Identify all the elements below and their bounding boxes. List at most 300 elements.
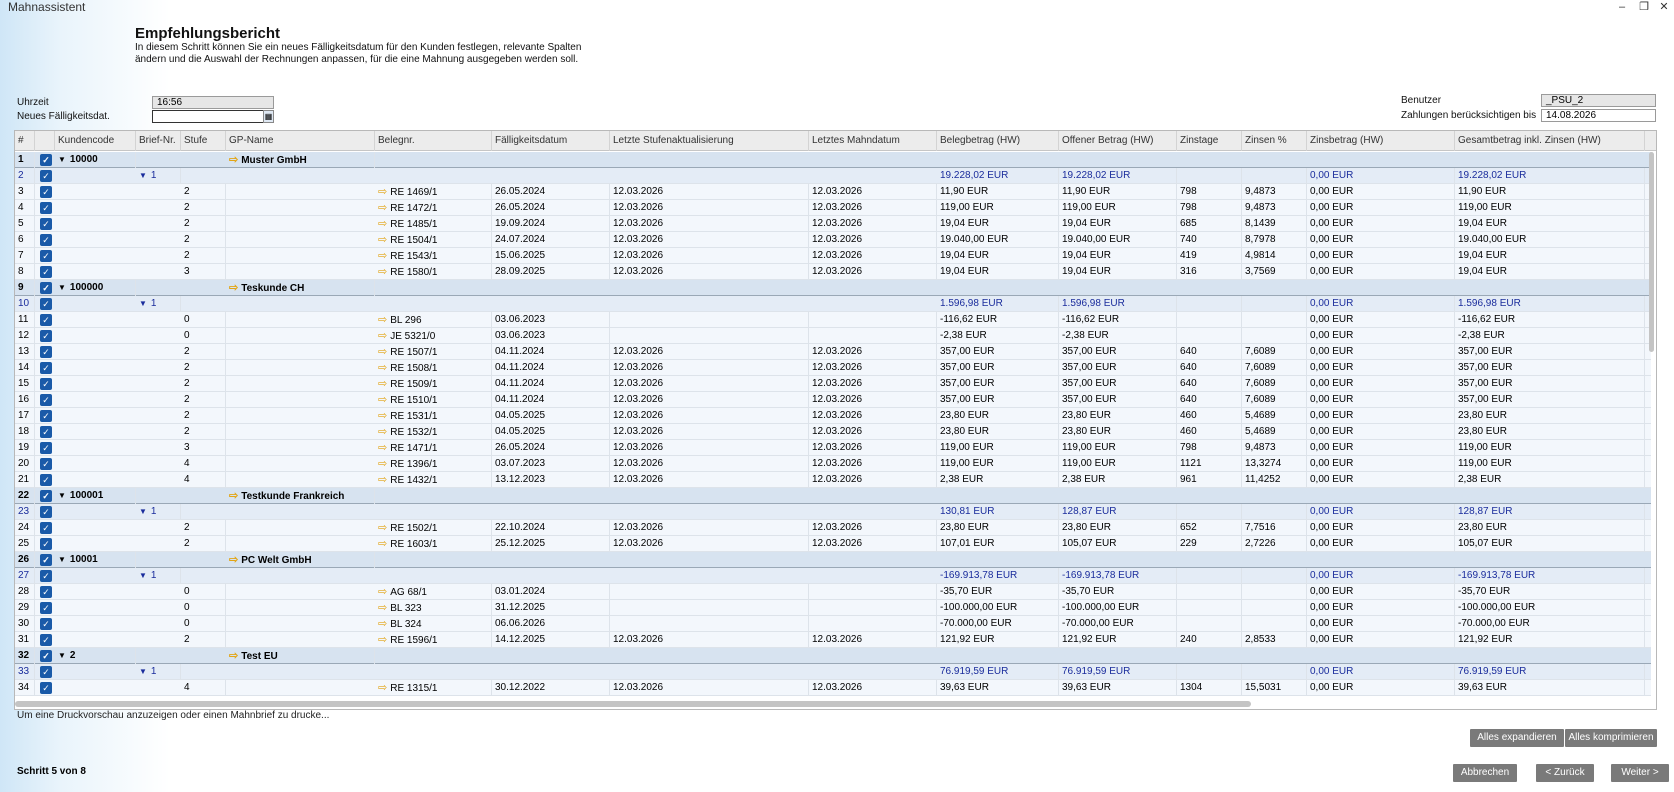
checkbox-checked-icon[interactable]: ✓ — [40, 602, 52, 614]
cell-last-dunning-date — [809, 616, 937, 632]
cell-last-level-update — [610, 472, 809, 488]
checkbox-checked-icon[interactable]: ✓ — [40, 634, 52, 646]
customer-group-row[interactable] — [15, 552, 1651, 568]
cell-value-interest-amount: 0,00 EUR — [1310, 522, 1354, 533]
arrow-right-icon[interactable]: ⇨ — [378, 218, 388, 230]
cell-customer-code[interactable] — [55, 152, 136, 168]
cell-value-due-date: 24.07.2024 — [495, 234, 546, 245]
customer-group-row[interactable] — [15, 488, 1651, 504]
description-line-1: In diesem Schritt können Sie ein neues Fälligkeitsdatum für den Kunden festlegen, relevante Spalten — [135, 42, 582, 53]
column-header-open-amount[interactable]: Offener Betrag (HW) — [1059, 131, 1177, 151]
cell-interest-days — [1177, 168, 1242, 184]
cancel-button[interactable]: Abbrechen — [1453, 764, 1517, 782]
cell-value-doc-amount: 76.919,59 EUR — [940, 666, 1009, 677]
arrow-right-icon[interactable]: ⇨ — [378, 234, 388, 246]
checkbox-checked-icon[interactable]: ✓ — [40, 650, 52, 662]
document-row[interactable] — [15, 456, 1651, 472]
triangle-down-icon[interactable]: ▼ — [58, 155, 66, 164]
cell-doc-no[interactable] — [375, 520, 492, 536]
document-row[interactable] — [15, 376, 1651, 392]
column-header-customer-code[interactable]: Kundencode — [55, 131, 136, 151]
document-row[interactable] — [15, 312, 1651, 328]
cell-value-doc-amount: 357,00 EUR — [940, 378, 995, 389]
cell-total-amount — [1455, 184, 1645, 200]
cell-value-doc-no: RE 1507/1 — [390, 347, 438, 358]
document-row[interactable] — [15, 536, 1651, 552]
cell-doc-no[interactable] — [375, 600, 492, 616]
cell-interest-days — [1177, 248, 1242, 264]
cell-last-level-update — [610, 392, 809, 408]
arrow-right-icon[interactable]: ⇨ — [378, 410, 388, 422]
arrow-right-icon[interactable]: ⇨ — [378, 346, 388, 358]
column-header-select[interactable] — [35, 131, 55, 151]
cell-value-open-amount: -169.913,78 EUR — [1062, 570, 1140, 581]
cell-last-dunning-date — [809, 200, 937, 216]
document-row[interactable] — [15, 392, 1651, 408]
cell-bp-name — [226, 280, 375, 296]
cell-due-date — [492, 328, 610, 344]
cell-value-due-date: 04.11.2024 — [495, 362, 545, 373]
cell-value-doc-no: RE 1432/1 — [390, 475, 438, 486]
arrow-right-icon[interactable]: ⇨ — [378, 330, 388, 342]
cell-due-date — [492, 680, 610, 696]
cell-value-open-amount: 357,00 EUR — [1062, 394, 1117, 405]
arrow-right-icon[interactable]: ⇨ — [378, 426, 388, 438]
checkbox-checked-icon[interactable]: ✓ — [40, 362, 52, 374]
cell-doc-no[interactable] — [375, 408, 492, 424]
cell-value-row-number: 3 — [18, 186, 24, 197]
checkbox-checked-icon[interactable]: ✓ — [40, 458, 52, 470]
cell-letter-no[interactable] — [136, 504, 181, 520]
cell-doc-no[interactable] — [375, 264, 492, 280]
checkbox-checked-icon[interactable]: ✓ — [40, 266, 52, 278]
checkbox-checked-icon[interactable]: ✓ — [40, 490, 52, 502]
cell-due-date — [492, 600, 610, 616]
cell-value-bp-name: Muster GmbH — [241, 155, 307, 166]
cell-doc-no[interactable] — [375, 232, 492, 248]
cell-doc-no[interactable] — [375, 360, 492, 376]
cell-interest-days — [1177, 312, 1242, 328]
cell-open-amount — [1059, 536, 1177, 552]
arrow-right-icon[interactable]: ⇨ — [229, 154, 239, 166]
checkbox-checked-icon[interactable]: ✓ — [40, 410, 52, 422]
cell-row-number — [15, 616, 35, 632]
checkbox-checked-icon[interactable]: ✓ — [40, 234, 52, 246]
cell-total-amount — [1455, 376, 1645, 392]
close-icon[interactable]: ✕ — [1659, 1, 1669, 13]
cell-due-date — [492, 440, 610, 456]
document-row[interactable] — [15, 616, 1651, 632]
cell-value-interest-percent: 2,8533 — [1245, 634, 1276, 645]
arrow-right-icon[interactable]: ⇨ — [229, 650, 239, 662]
cell-total-amount — [1455, 456, 1645, 472]
cell-doc-no[interactable] — [375, 456, 492, 472]
document-row[interactable] — [15, 600, 1651, 616]
cell-level — [181, 216, 226, 232]
cell-level — [181, 344, 226, 360]
cell-doc-no[interactable] — [375, 216, 492, 232]
cell-level — [181, 376, 226, 392]
expand-all-button[interactable]: Alles expandieren — [1470, 729, 1564, 747]
arrow-right-icon[interactable]: ⇨ — [378, 250, 388, 262]
arrow-right-icon[interactable]: ⇨ — [378, 538, 388, 550]
arrow-right-icon[interactable]: ⇨ — [378, 634, 388, 646]
cell-doc-no[interactable] — [375, 616, 492, 632]
cell-row-number — [15, 648, 35, 664]
cell-value-bp-name: Teskunde CH — [241, 283, 305, 294]
cell-total-amount — [1455, 168, 1645, 184]
arrow-right-icon[interactable]: ⇨ — [378, 602, 388, 614]
cell-doc-no[interactable] — [375, 440, 492, 456]
cell-value-due-date: 22.10.2024 — [495, 522, 546, 533]
column-header-interest-amount[interactable]: Zinsbetrag (HW) — [1307, 131, 1455, 151]
cell-value-row-number: 8 — [18, 266, 24, 277]
cell-doc-no[interactable] — [375, 536, 492, 552]
cell-open-amount — [1059, 264, 1177, 280]
cell-customer-code[interactable] — [55, 648, 136, 664]
customer-group-row[interactable] — [15, 152, 1651, 168]
cell-doc-no[interactable] — [375, 200, 492, 216]
cell-value-last-level-update: 12.03.2026 — [613, 378, 664, 389]
cell-value-open-amount: -2,38 EUR — [1062, 330, 1109, 341]
next-button[interactable]: Weiter > — [1611, 764, 1669, 782]
cell-value-doc-amount: 19,04 EUR — [940, 250, 989, 261]
due-date-input[interactable] — [152, 110, 264, 123]
cell-total-amount — [1455, 344, 1645, 360]
checkbox-checked-icon[interactable]: ✓ — [40, 586, 52, 598]
cell-value-customer-code: 100001 — [69, 490, 104, 501]
document-row[interactable] — [15, 680, 1651, 696]
cell-value-open-amount: 105,07 EUR — [1062, 538, 1117, 549]
triangle-down-icon[interactable]: ▼ — [58, 651, 66, 660]
cell-interest-percent — [1242, 520, 1307, 536]
cell-open-amount — [1059, 328, 1177, 344]
cell-open-amount — [1059, 584, 1177, 600]
calendar-icon[interactable]: ▦ — [264, 112, 273, 121]
cell-doc-no[interactable] — [375, 472, 492, 488]
cell-interest-days — [1177, 360, 1242, 376]
cell-value-doc-no: RE 1471/1 — [390, 443, 438, 454]
arrow-right-icon[interactable]: ⇨ — [378, 394, 388, 406]
cell-value-due-date: 03.06.2023 — [495, 314, 546, 325]
arrow-right-icon[interactable]: ⇨ — [378, 266, 388, 278]
cell-value-interest-amount: 0,00 EUR — [1310, 602, 1354, 613]
checkbox-checked-icon[interactable]: ✓ — [40, 394, 52, 406]
cell-last-dunning-date — [809, 328, 937, 344]
cell-interest-amount — [1307, 472, 1455, 488]
document-row[interactable] — [15, 584, 1651, 600]
cell-customer-code[interactable] — [55, 280, 136, 296]
checkbox-checked-icon[interactable]: ✓ — [40, 330, 52, 342]
cell-value-customer-code: 10001 — [69, 554, 98, 565]
cell-open-amount — [1059, 296, 1177, 312]
checkbox-checked-icon[interactable]: ✓ — [40, 314, 52, 326]
cell-last-level-update — [610, 600, 809, 616]
minimize-icon[interactable]: – — [1618, 1, 1626, 13]
document-row[interactable] — [15, 216, 1651, 232]
cell-doc-no[interactable] — [375, 632, 492, 648]
cell-value-row-number: 25 — [18, 538, 30, 549]
document-row[interactable] — [15, 424, 1651, 440]
cell-value-total-amount: 76.919,59 EUR — [1458, 666, 1527, 677]
payments-until-input[interactable]: 14.08.2026 — [1541, 109, 1656, 122]
cell-value-doc-no: BL 323 — [390, 603, 422, 614]
arrow-right-icon[interactable]: ⇨ — [229, 554, 239, 566]
document-row[interactable] — [15, 408, 1651, 424]
column-header-level[interactable]: Stufe — [181, 131, 226, 151]
column-header-total-amount[interactable]: Gesamtbetrag inkl. Zinsen (HW) — [1455, 131, 1645, 151]
triangle-down-icon[interactable]: ▼ — [139, 507, 147, 516]
arrow-right-icon[interactable]: ⇨ — [378, 682, 388, 694]
arrow-right-icon[interactable]: ⇨ — [378, 522, 388, 534]
cell-letter-no[interactable] — [136, 168, 181, 184]
triangle-down-icon[interactable]: ▼ — [139, 667, 147, 676]
checkbox-checked-icon[interactable]: ✓ — [40, 250, 52, 262]
arrow-right-icon[interactable]: ⇨ — [378, 378, 388, 390]
triangle-down-icon[interactable]: ▼ — [139, 171, 147, 180]
cell-level — [181, 632, 226, 648]
cell-doc-no[interactable] — [375, 584, 492, 600]
cell-last-level-update — [610, 584, 809, 600]
triangle-down-icon[interactable]: ▼ — [139, 299, 147, 308]
checkbox-checked-icon[interactable]: ✓ — [40, 298, 52, 310]
cell-value-interest-amount: 0,00 EUR — [1310, 394, 1354, 405]
arrow-right-icon[interactable]: ⇨ — [378, 202, 388, 214]
cell-value-doc-amount: 130,81 EUR — [940, 506, 995, 517]
triangle-down-icon[interactable]: ▼ — [139, 571, 147, 580]
cell-value-letter-no: 1 — [150, 298, 157, 309]
cell-value-last-level-update: 12.03.2026 — [613, 410, 664, 421]
document-row[interactable] — [15, 472, 1651, 488]
column-header-row-number[interactable]: # — [15, 131, 35, 151]
cell-doc-no[interactable] — [375, 312, 492, 328]
cell-row-number — [15, 232, 35, 248]
arrow-right-icon[interactable]: ⇨ — [378, 474, 388, 486]
cell-letter-no[interactable] — [136, 296, 181, 312]
collapse-all-button[interactable]: Alles komprimieren — [1565, 729, 1657, 747]
time-label: Uhrzeit — [17, 97, 49, 108]
cell-value-total-amount: 19,04 EUR — [1458, 218, 1507, 229]
cell-interest-percent — [1242, 584, 1307, 600]
cell-interest-percent — [1242, 296, 1307, 312]
document-row[interactable] — [15, 232, 1651, 248]
cell-total-amount — [1455, 520, 1645, 536]
checkbox-checked-icon[interactable]: ✓ — [40, 538, 52, 550]
document-row[interactable] — [15, 200, 1651, 216]
cell-value-interest-amount: 0,00 EUR — [1310, 234, 1354, 245]
checkbox-checked-icon[interactable]: ✓ — [40, 346, 52, 358]
cell-value-interest-percent: 9,4873 — [1245, 186, 1276, 197]
cell-value-doc-amount: 23,80 EUR — [940, 410, 989, 421]
cell-open-amount — [1059, 216, 1177, 232]
cell-value-row-number: 15 — [18, 378, 30, 389]
document-row[interactable] — [15, 344, 1651, 360]
restore-icon[interactable]: ❐ — [1639, 1, 1649, 13]
cell-row-number — [15, 456, 35, 472]
arrow-right-icon[interactable]: ⇨ — [378, 186, 388, 198]
arrow-right-icon[interactable]: ⇨ — [229, 282, 239, 294]
cell-value-total-amount: -70.000,00 EUR — [1458, 618, 1530, 629]
letter-summary-row[interactable] — [15, 664, 1651, 680]
cell-value-doc-amount: 357,00 EUR — [940, 394, 995, 405]
cell-row-number — [15, 504, 35, 520]
letter-summary-row[interactable] — [15, 168, 1651, 184]
column-header-letter-no[interactable]: Brief-Nr. — [136, 131, 181, 151]
column-header-bp-name[interactable]: GP-Name — [226, 131, 375, 151]
document-row[interactable] — [15, 328, 1651, 344]
checkbox-checked-icon[interactable]: ✓ — [40, 474, 52, 486]
cell-customer-code[interactable] — [55, 552, 136, 568]
document-row[interactable] — [15, 440, 1651, 456]
letter-summary-row[interactable] — [15, 296, 1651, 312]
column-header-last-dunning-date[interactable]: Letztes Mahndatum — [809, 131, 937, 151]
cell-doc-no[interactable] — [375, 376, 492, 392]
cell-doc-no[interactable] — [375, 424, 492, 440]
arrow-right-icon[interactable]: ⇨ — [378, 586, 388, 598]
checkbox-checked-icon[interactable]: ✓ — [40, 170, 52, 182]
arrow-right-icon[interactable]: ⇨ — [378, 362, 388, 374]
cell-customer-code[interactable] — [55, 488, 136, 504]
cell-value-row-number: 29 — [18, 602, 30, 613]
cell-due-date — [492, 232, 610, 248]
window-title: Mahnassistent — [8, 0, 86, 14]
cell-interest-percent — [1242, 680, 1307, 696]
cell-interest-amount — [1307, 664, 1455, 680]
cell-interest-days — [1177, 328, 1242, 344]
checkbox-checked-icon[interactable]: ✓ — [40, 378, 52, 390]
cell-value-doc-amount: 357,00 EUR — [940, 346, 995, 357]
checkbox-checked-icon[interactable]: ✓ — [40, 218, 52, 230]
document-row[interactable] — [15, 520, 1651, 536]
cell-doc-no[interactable] — [375, 248, 492, 264]
column-header-interest-days[interactable]: Zinstage — [1177, 131, 1242, 151]
cell-value-row-number: 11 — [18, 314, 29, 325]
cell-value-doc-no: RE 1543/1 — [390, 251, 438, 262]
document-row[interactable] — [15, 264, 1651, 280]
cell-row-number — [15, 280, 35, 296]
arrow-right-icon[interactable]: ⇨ — [229, 490, 239, 502]
cell-row-number — [15, 680, 35, 696]
cell-interest-amount — [1307, 248, 1455, 264]
checkbox-checked-icon[interactable]: ✓ — [40, 202, 52, 214]
horizontal-scrollbar[interactable] — [15, 701, 1251, 707]
column-header-last-level-update[interactable]: Letzte Stufenaktualisierung — [610, 131, 809, 151]
cell-row-number — [15, 216, 35, 232]
checkbox-checked-icon[interactable]: ✓ — [40, 154, 52, 166]
customer-group-row[interactable] — [15, 648, 1651, 664]
cell-interest-amount — [1307, 264, 1455, 280]
checkbox-checked-icon[interactable]: ✓ — [40, 666, 52, 678]
cell-value-row-number: 26 — [18, 554, 30, 565]
checkbox-checked-icon[interactable]: ✓ — [40, 570, 52, 582]
cell-doc-no[interactable] — [375, 392, 492, 408]
checkbox-checked-icon[interactable]: ✓ — [40, 426, 52, 438]
cell-doc-no[interactable] — [375, 680, 492, 696]
cell-value-row-number: 23 — [18, 506, 30, 517]
cell-letter-no[interactable] — [136, 664, 181, 680]
document-row[interactable] — [15, 184, 1651, 200]
checkbox-checked-icon[interactable]: ✓ — [40, 682, 52, 694]
cell-letter-no[interactable] — [136, 568, 181, 584]
checkbox-checked-icon[interactable]: ✓ — [40, 618, 52, 630]
cell-value-doc-amount: 19,04 EUR — [940, 218, 989, 229]
checkbox-checked-icon[interactable]: ✓ — [40, 506, 52, 518]
cell-value-last-level-update: 12.03.2026 — [613, 682, 664, 693]
checkbox-checked-icon[interactable]: ✓ — [40, 522, 52, 534]
cell-last-level-update — [610, 408, 809, 424]
checkbox-checked-icon[interactable]: ✓ — [40, 282, 52, 294]
arrow-right-icon[interactable]: ⇨ — [378, 618, 388, 630]
cell-doc-amount — [937, 664, 1059, 680]
cell-value-interest-amount: 0,00 EUR — [1310, 538, 1354, 549]
cell-value-interest-amount: 0,00 EUR — [1310, 218, 1354, 229]
cell-value-interest-days: 685 — [1180, 218, 1197, 229]
column-header-doc-amount[interactable]: Belegbetrag (HW) — [937, 131, 1059, 151]
document-row[interactable] — [15, 632, 1651, 648]
arrow-right-icon[interactable]: ⇨ — [378, 314, 388, 326]
checkbox-checked-icon[interactable]: ✓ — [40, 186, 52, 198]
cell-level — [181, 616, 226, 632]
cell-value-last-dunning-date: 12.03.2026 — [812, 682, 863, 693]
vertical-scrollbar[interactable] — [1649, 152, 1654, 352]
cell-value-customer-code: 100000 — [69, 282, 104, 293]
column-header-interest-percent[interactable]: Zinsen % — [1242, 131, 1307, 151]
cell-value-last-dunning-date: 12.03.2026 — [812, 250, 863, 261]
cell-interest-amount — [1307, 328, 1455, 344]
cell-bp-name — [226, 552, 375, 568]
triangle-down-icon[interactable]: ▼ — [58, 555, 66, 564]
cell-value-level: 2 — [184, 218, 190, 229]
cell-interest-percent — [1242, 440, 1307, 456]
cell-value-last-dunning-date: 12.03.2026 — [812, 362, 863, 373]
triangle-down-icon[interactable]: ▼ — [58, 491, 66, 500]
arrow-right-icon[interactable]: ⇨ — [378, 442, 388, 454]
column-header-doc-no[interactable]: Belegnr. — [375, 131, 492, 151]
cell-doc-no[interactable] — [375, 184, 492, 200]
cell-value-total-amount: 19,04 EUR — [1458, 250, 1507, 261]
triangle-down-icon[interactable]: ▼ — [58, 283, 66, 292]
cell-doc-no[interactable] — [375, 344, 492, 360]
document-row[interactable] — [15, 248, 1651, 264]
cell-last-dunning-date — [809, 392, 937, 408]
letter-summary-row[interactable] — [15, 568, 1651, 584]
cell-total-amount — [1455, 504, 1645, 520]
cell-total-amount — [1455, 232, 1645, 248]
cell-doc-amount — [937, 616, 1059, 632]
arrow-right-icon[interactable]: ⇨ — [378, 458, 388, 470]
checkbox-checked-icon[interactable]: ✓ — [40, 554, 52, 566]
cell-value-doc-no: RE 1532/1 — [390, 427, 438, 438]
cell-value-level: 2 — [184, 234, 190, 245]
cell-value-last-level-update: 12.03.2026 — [613, 458, 664, 469]
cell-interest-days — [1177, 520, 1242, 536]
column-header-due-date[interactable]: Fälligkeitsdatum — [492, 131, 610, 151]
document-row[interactable] — [15, 360, 1651, 376]
cell-due-date — [492, 616, 610, 632]
cell-value-due-date: 04.11.2024 — [495, 346, 545, 357]
checkbox-checked-icon[interactable]: ✓ — [40, 442, 52, 454]
cell-doc-no[interactable] — [375, 328, 492, 344]
cell-value-doc-no: RE 1504/1 — [390, 235, 438, 246]
cell-total-amount — [1455, 680, 1645, 696]
cell-value-interest-percent: 5,4689 — [1245, 410, 1276, 421]
cell-value-level: 2 — [184, 538, 190, 549]
letter-summary-row[interactable] — [15, 504, 1651, 520]
back-button[interactable]: < Zurück — [1536, 764, 1594, 782]
cell-value-last-level-update: 12.03.2026 — [613, 522, 664, 533]
cell-value-interest-percent: 3,7569 — [1245, 266, 1276, 277]
customer-group-row[interactable] — [15, 280, 1651, 296]
